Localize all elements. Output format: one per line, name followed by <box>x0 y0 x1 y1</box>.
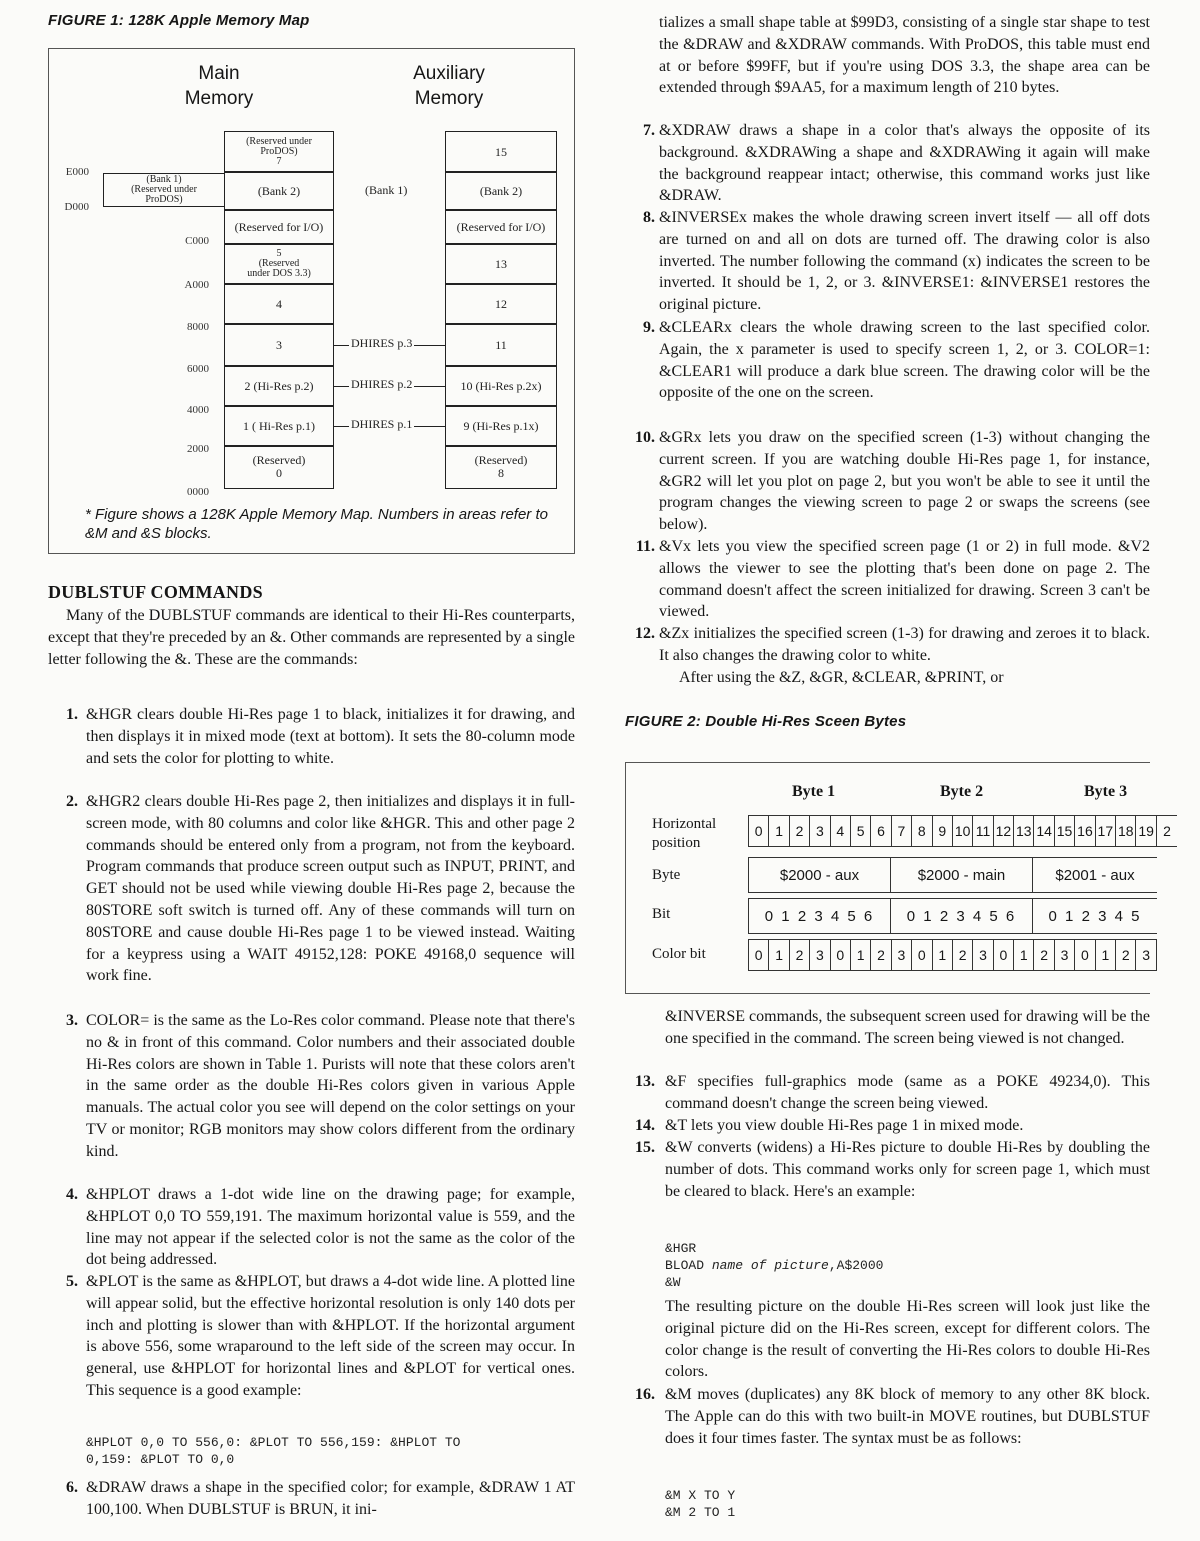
horizontal-position-cell: 14 <box>1034 816 1054 846</box>
list-item <box>48 1477 575 1521</box>
item-text: &GRx lets you draw on the specified screen (1-3) without changing the current screen. If you are watching double Hi-Res page 1, for instance, &GR2 will let you plot on page 2, but you won't be able to see it until the program changes the viewing screen to page 2 or swaps the screens (see below). <box>659 429 1150 534</box>
dhires-p3-label: DHIRES p.3 <box>351 336 413 350</box>
address-a000: A000 <box>184 279 209 291</box>
list-item <box>625 317 1150 404</box>
section-heading: DUBLSTUF COMMANDS <box>48 582 263 602</box>
aux-block-12: 12 <box>445 283 557 325</box>
byte-address-cell: $2000 - main <box>891 858 1033 892</box>
horizontal-position-cell: 8 <box>912 816 932 846</box>
figure2-continuation: &INVERSE commands, the subsequent screen used for drawing will be the one specified in the command. The screen being viewed is not changed. <box>665 1008 1150 1047</box>
aux-block-15: 15 <box>445 131 557 173</box>
item-number: 15. <box>635 1139 655 1156</box>
list-item <box>48 1271 575 1402</box>
item12-continuation: After using the &Z, &GR, &CLEAR, &PRINT, or <box>679 669 1004 686</box>
color-bit-cell: 3 <box>1055 940 1075 970</box>
bit-row <box>748 898 1157 934</box>
horizontal-position-cell: 19 <box>1136 816 1156 846</box>
item-number: 9. <box>643 319 655 336</box>
address-8000: 8000 <box>187 321 209 333</box>
item-number: 13. <box>635 1073 655 1090</box>
main-block-0: (Reserved) 0 <box>224 445 334 489</box>
widen-result-paragraph: The resulting picture on the double Hi-Res screen will look just like the original picture did on the Hi-Res screen, except for different colors. The color change is the result of converting the Hi-Res colors to double Hi-Res colors. <box>665 1298 1150 1381</box>
item-number: 4. <box>66 1186 78 1203</box>
address-2000: 2000 <box>187 443 209 455</box>
figure1-title: FIGURE 1: 128K Apple Memory Map <box>48 12 310 29</box>
screen-bytes-figure <box>625 762 1171 994</box>
color-bit-row <box>748 939 1157 971</box>
item-number: 5. <box>66 1273 78 1290</box>
figure1-caption: * Figure shows a 128K Apple Memory Map. Numbers in areas refer to &M and &S blocks. <box>85 506 548 542</box>
color-bit-cell: 1 <box>1096 940 1116 970</box>
item-text: &HPLOT draws a 1-dot wide line on the drawing page; for example, &HPLOT 0,0 TO 559,191. The maximum horizontal value is 559, and the line may not appear if the selected color is not the same as the color of the dot being addressed. <box>86 1186 575 1269</box>
color-bit-cell: 0 <box>1075 940 1095 970</box>
main-block-3: 3 <box>224 323 334 367</box>
color-bit-cell: 0 <box>831 940 851 970</box>
list-item <box>625 536 1150 623</box>
color-bit-cell: 1 <box>1014 940 1034 970</box>
item-text: COLOR= is the same as the Lo-Res color command. Please note that there's no & in front of this command. Color numbers and their associated double Hi-Res colors are shown in Table 1. Purists will note that these colors aren't in the same order as the double Hi-Res colors given in various Apple manuals. The actual color you see will depend on the color settings on your TV or monitor; RGB monitors may show colors different from the ordinary kind. <box>86 1012 575 1160</box>
main-block-4: 4 <box>224 283 334 325</box>
item-text: &W converts (widens) a Hi-Res picture to double Hi-Res by doubling the number of dots. This command works only for screen page 1, which must be cleared to black. Here's an example: <box>665 1139 1150 1200</box>
color-bit-cell: 1 <box>769 940 789 970</box>
color-bit-cell: 0 <box>912 940 932 970</box>
aux-block-13: 13 <box>445 243 557 285</box>
main-bank2-block: (Bank 2) <box>224 171 334 211</box>
color-bit-cell: 1 <box>933 940 953 970</box>
main-bank1-block: (Bank 1) (Reserved under ProDOS) <box>103 173 225 207</box>
color-bit-cell: 2 <box>1034 940 1054 970</box>
horizontal-position-cell: 2 <box>1163 823 1171 839</box>
aux-bank1-label: (Bank 1) <box>365 183 408 197</box>
horizontal-position-cell: 16 <box>1075 816 1095 846</box>
address-4000: 4000 <box>187 404 209 416</box>
item-text: &INVERSEx makes the whole drawing screen invert itself — all off dots are turned on and all on dots are turned off. The drawing color is also inverted. The number following the command (x) indicates the screen to be inverted. It should be 1, 2, or 3. &INVERSE1: &INVERSE1 restores the original picture. <box>659 209 1150 314</box>
item-text: &CLEARx clears the whole drawing screen to the last specified color. Again, the x parameter is used to specify screen 1, 2, or 3. COLOR=1: &CLEAR1 will produce a dark blue screen. The drawing color will be the opposite of the one on the screen. <box>659 319 1150 402</box>
horizontal-position-cell: 0 <box>749 816 769 846</box>
aux-memory-heading: Auxiliary Memory <box>413 63 485 109</box>
item-number: 7. <box>643 122 655 139</box>
item-number: 6. <box>66 1479 78 1496</box>
code-line: &W <box>665 1275 681 1290</box>
main-io-block: (Reserved for I/O) <box>224 209 334 245</box>
horizontal-position-row <box>748 815 1177 847</box>
byte-address-row <box>748 857 1157 893</box>
list-item <box>625 427 1150 536</box>
aux-block-10: 10 (Hi-Res p.2x) <box>445 365 557 407</box>
address-6000: 6000 <box>187 363 209 375</box>
horizontal-position-cell: 6 <box>871 816 891 846</box>
main-block-7: (Reserved under ProDOS) 7 <box>224 131 334 173</box>
horizontal-position-cell: 11 <box>973 816 993 846</box>
item-number: 3. <box>66 1012 78 1029</box>
item-number: 11. <box>635 538 655 555</box>
item6-continuation: tializes a small shape table at $99D3, consisting of a single star shape to test the &DRAW and &XDRAW commands. With ProDOS, this table must end at or before $99FF, but if you're using DOS 3.3, the shape area can be extended through $9AA5, for a maximum length of 210 bytes. <box>659 14 1150 97</box>
bit-cell: 0 1 2 3 4 5 6 <box>749 899 891 933</box>
memory-map-figure <box>48 48 575 554</box>
item-text: &F specifies full-graphics mode (same as a POKE 49234,0). This command doesn't change the screen being viewed. <box>665 1073 1150 1112</box>
address-0000: 0000 <box>187 486 209 498</box>
horizontal-position-cell: 9 <box>933 816 953 846</box>
main-block-5: 5 (Reserved under DOS 3.3) <box>224 243 334 285</box>
item-text: &Zx initializes the specified screen (1-3) for drawing and zeroes it to black. It also changes the drawing color to white. <box>659 625 1150 664</box>
byte3-heading: Byte 3 <box>1084 783 1128 800</box>
list-item <box>625 1115 1150 1137</box>
address-d000: D000 <box>64 201 89 213</box>
color-bit-cell: 3 <box>810 940 830 970</box>
move-code-example: &M X TO Y &M 2 TO 1 <box>665 1488 736 1520</box>
color-bit-cell: 3 <box>892 940 912 970</box>
horizontal-position-cell: 3 <box>810 816 830 846</box>
item-text: &DRAW draws a shape in the specified color; for example, &DRAW 1 AT 100,100. When DUBLSTUF is BRUN, it ini- <box>86 1479 575 1518</box>
horizontal-position-cell: 17 <box>1096 816 1116 846</box>
horizontal-position-cell: 10 <box>953 816 973 846</box>
byte-address-cell: $2001 - aux <box>1055 866 1135 884</box>
list-item <box>48 704 575 769</box>
aux-block-11: 11 <box>445 323 557 367</box>
section-intro: Many of the DUBLSTUF commands are identical to their Hi-Res counterparts, except that they're preceded by an &. Other commands are represented by a single letter following the &. These are the commands: <box>48 607 575 668</box>
byte2-heading: Byte 2 <box>940 783 984 800</box>
list-item <box>625 1384 1150 1449</box>
code-placeholder: name of picture <box>711 1258 829 1273</box>
horizontal-position-cell: 5 <box>851 816 871 846</box>
item-number: 10. <box>635 429 655 446</box>
aux-block-8: (Reserved) 8 <box>445 445 557 489</box>
item-number: 2. <box>66 793 78 810</box>
item-number: 14. <box>635 1117 655 1134</box>
byte-row-label: Byte <box>652 867 681 883</box>
horizontal-position-cell: 18 <box>1116 816 1136 846</box>
address-c000: C000 <box>185 235 209 247</box>
horizontal-position-cell: 4 <box>831 816 851 846</box>
code-line: &HGR <box>665 1241 697 1256</box>
aux-block-9: 9 (Hi-Res p.1x) <box>445 405 557 447</box>
aux-bank2-block: (Bank 2) <box>445 171 557 211</box>
aux-io-block: (Reserved for I/O) <box>445 209 557 245</box>
item-text: &HGR clears double Hi-Res page 1 to black, initializes it for drawing, and then displays it in mixed mode (text at bottom). It sets the 80-column mode and sets the color for plotting to white. <box>86 706 575 767</box>
bit-cell: 0 1 2 3 4 5 6 <box>891 899 1033 933</box>
byte1-heading: Byte 1 <box>792 783 836 800</box>
color-bit-cell: 2 <box>871 940 891 970</box>
code-line: ,A$2000 <box>828 1258 884 1273</box>
color-bit-cell: 3 <box>1136 940 1156 970</box>
main-block-1: 1 ( Hi-Res p.1) <box>224 405 334 447</box>
list-item <box>625 1071 1150 1115</box>
color-bit-cell: 0 <box>994 940 1014 970</box>
item-number: 12. <box>635 625 655 642</box>
dhires-p1-label: DHIRES p.1 <box>351 417 413 431</box>
list-item <box>625 623 1150 667</box>
horizontal-position-cell: 1 <box>769 816 789 846</box>
list-item <box>48 791 575 987</box>
bit-cell: 0 1 2 3 4 5 <box>1048 907 1142 925</box>
item-text: &HGR2 clears double Hi-Res page 2, then initializes and displays it in full-screen mode, with 80 columns and color like &HGR. This and other page 2 commands should be entered only from a program, not from the keyboard. Program commands that produce screen output such as INPUT, PRINT, and GET should not be used while viewing double Hi-Res page 2, because the 80STORE soft switch is turned off. Any of these commands will turn on 80STORE and cause double Hi-Res page 1 to be viewed instead. Waiting for a keypress using a WAIT 49152,128: POKE 49168,0 sequence will work fine. <box>86 793 575 985</box>
main-memory-heading: Main Memory <box>184 63 254 109</box>
bit-row-label: Bit <box>652 906 671 922</box>
list-item <box>625 207 1150 316</box>
item-text: &Vx lets you view the specified screen page (1 or 2) in full mode. &V2 allows the viewer to see the plotting that's been done on page 2. The command doesn't affect the screen initialized for drawing. Screen 3 can't be viewed. <box>659 538 1150 621</box>
item-number: 1. <box>66 706 78 723</box>
horizontal-position-cell: 7 <box>892 816 912 846</box>
figure2-title: FIGURE 2: Double Hi-Res Sceen Bytes <box>625 713 907 730</box>
plot-code-example: &HPLOT 0,0 TO 556,0: &PLOT TO 556,159: &HPLOT TO 0,159: &PLOT TO 0,0 <box>86 1435 461 1467</box>
horizontal-position-cell: 2 <box>790 816 810 846</box>
dhires-p2-label: DHIRES p.2 <box>351 377 413 391</box>
color-bit-cell: 2 <box>790 940 810 970</box>
horizontal-position-cell: 12 <box>994 816 1014 846</box>
item-text: &XDRAW draws a shape in a color that's always the opposite of its background. &XDRAWing a shape and &XDRAWing it again will make the background reappear intact; otherwise, this command works just like &DRAW. <box>659 122 1150 205</box>
code-line: BLOAD <box>665 1258 712 1273</box>
color-bit-cell: 3 <box>973 940 993 970</box>
list-item <box>48 1184 575 1271</box>
byte-address-cell: $2000 - aux <box>749 858 891 892</box>
horizontal-position-cell: 13 <box>1014 816 1034 846</box>
item-number: 8. <box>643 209 655 226</box>
item-number: 16. <box>635 1386 655 1403</box>
horizontal-position-label: Horizontal position <box>652 816 717 851</box>
list-item <box>625 1137 1150 1202</box>
item-text: &M moves (duplicates) any 8K block of memory to any other 8K block. The Apple can do this with two built-in MOVE routines, but DUBLSTUF does it four times faster. The syntax must be as follows: <box>665 1386 1150 1447</box>
horizontal-position-cell: 15 <box>1055 816 1075 846</box>
address-e000: E000 <box>65 166 89 178</box>
item-text: &T lets you view double Hi-Res page 1 in mixed mode. <box>665 1117 1024 1134</box>
color-bit-cell: 2 <box>953 940 973 970</box>
color-bit-cell: 1 <box>851 940 871 970</box>
color-bit-cell: 2 <box>1116 940 1136 970</box>
widen-code-example <box>665 1240 883 1291</box>
color-bit-cell: 0 <box>749 940 769 970</box>
color-bit-row-label: Color bit <box>652 946 706 962</box>
list-item <box>48 1010 575 1163</box>
main-block-2: 2 (Hi-Res p.2) <box>224 365 334 407</box>
list-item <box>625 120 1150 207</box>
item-text: &PLOT is the same as &HPLOT, but draws a 4-dot wide line. A plotted line will appear solid, but the effective horizontal resolution is only 140 dots per inch and plotting is slower than with &HPLOT. If the horizontal argument is above 556, some wraparound to the left side of the screen may occur. In general, use &HPLOT for horizontal lines and &PLOT for vertical ones. This sequence is a good example: <box>86 1273 575 1399</box>
